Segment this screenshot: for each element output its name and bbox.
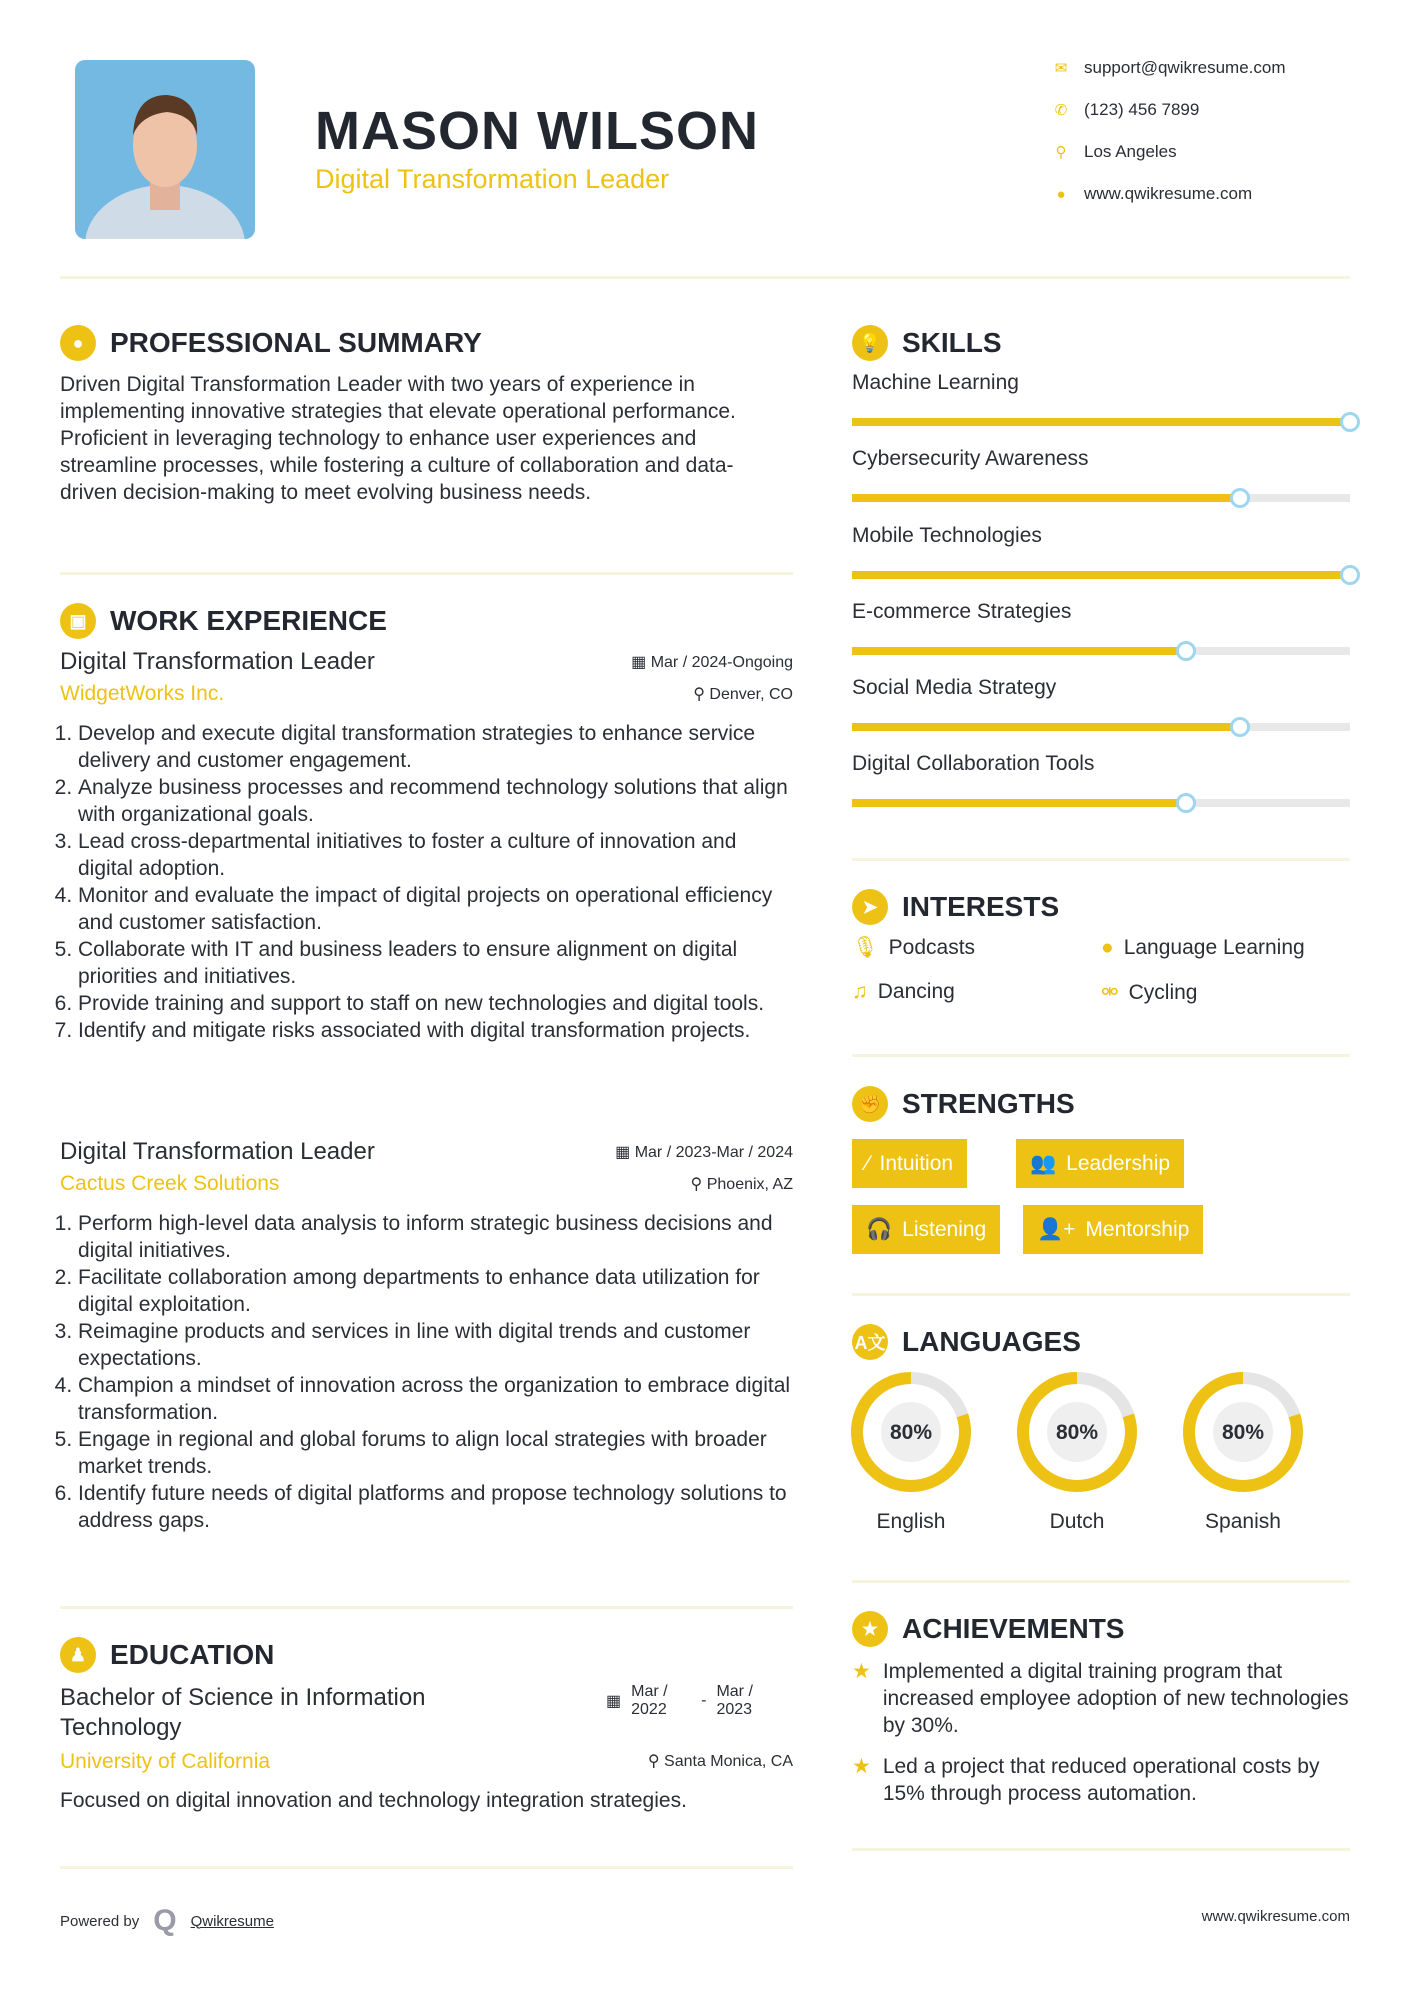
job-location [691, 1174, 793, 1194]
divider [852, 1054, 1350, 1057]
contact-text: (123) 456 7899 [1084, 100, 1200, 119]
interest-item [852, 980, 955, 1004]
contact-website[interactable] [1052, 184, 1252, 204]
end-date: Mar / 2023 [716, 1683, 753, 1718]
skill-item [852, 447, 1350, 523]
lightbulb-icon: 💡 [852, 325, 888, 361]
duty-item: 1. Develop and execute digital transformation strategies to enhance service delivery and customer engagement. [78, 720, 793, 774]
skills-list [852, 371, 1350, 829]
profile-photo [75, 60, 255, 239]
translate-icon: A文 [852, 1324, 888, 1360]
group-icon: 👥 [1030, 1151, 1057, 1175]
strength-tag [852, 1139, 967, 1188]
skill-bar-knob [1340, 565, 1360, 585]
degree-title: Bachelor of Science in Information Technology [60, 1684, 426, 1741]
paper-plane-icon: ➤ [852, 889, 888, 925]
tag-label: Listening [902, 1217, 987, 1241]
powered-by-text: Powered by [60, 1912, 140, 1930]
language-percent: 80% [1055, 1421, 1099, 1444]
pin-icon: ⚲ [647, 1753, 665, 1770]
briefcase-icon: ▣ [60, 603, 96, 639]
microphone-icon: 🎙 [852, 936, 879, 959]
strength-tag [852, 1205, 1000, 1254]
map-pin-icon: ⚲ [1055, 144, 1067, 161]
duty-item: 4. Champion a mindset of innovation across the organization to embrace digital transformation. [78, 1372, 793, 1426]
section-title: SKILLS [902, 327, 1002, 358]
language-ring [846, 1371, 976, 1493]
achievements-heading [852, 1611, 1124, 1647]
magic-wand-icon: ⁄ [866, 1151, 870, 1175]
job-title: Digital Transformation Leader [60, 1138, 375, 1165]
skill-bar-fill [852, 418, 1350, 426]
skill-bar [852, 647, 1350, 655]
skill-bar-fill [852, 647, 1186, 655]
skill-name: E-commerce Strategies [852, 599, 1072, 623]
duty-item: 4. Monitor and evaluate the impact of digital projects on operational efficiency and customer satisfaction. [78, 882, 793, 936]
skill-name: Digital Collaboration Tools [852, 752, 1095, 776]
duty-item: 6. Provide training and support to staff on new technologies and digital tools. [78, 990, 793, 1017]
section-title: STRENGTHS [902, 1088, 1075, 1119]
achievement-text: Implemented a digital training program that increased employee adoption of new technologies by 30%. [882, 1660, 1349, 1737]
interests-heading [852, 889, 1059, 925]
job-date [615, 1142, 793, 1162]
section-title: EDUCATION [110, 1639, 275, 1670]
language-name: Spanish [1205, 1510, 1281, 1533]
interest-label: Dancing [877, 980, 955, 1003]
contact-text: Los Angeles [1084, 142, 1177, 161]
divider [852, 1848, 1350, 1851]
work-heading [60, 603, 387, 639]
envelope-icon: ✉ [1054, 60, 1068, 77]
section-title: ACHIEVEMENTS [902, 1613, 1125, 1644]
job-date [631, 652, 793, 672]
job-duties [60, 1210, 793, 1534]
location-text: Denver, CO [709, 686, 793, 703]
divider [852, 858, 1350, 861]
skill-bar-fill [852, 494, 1240, 502]
headphones-icon: 🎧 [866, 1217, 893, 1241]
star-icon: ★ [852, 1755, 871, 1778]
duty-item: 2. Analyze business processes and recommend technology solutions that align with organizational goals. [78, 774, 793, 828]
contact-location [1052, 142, 1177, 162]
contact-text: support@qwikresume.com [1084, 58, 1286, 77]
duty-item: 6. Identify future needs of digital platforms and propose technology solutions to address gaps. [78, 1480, 793, 1534]
language-item [846, 1371, 976, 1534]
divider [60, 1606, 793, 1609]
education-dates: ▦ Mar / 2022 - Mar / 2023 [606, 1683, 776, 1719]
job-title: Digital Transformation Leader [60, 648, 375, 675]
interest-item [1101, 980, 1197, 1005]
skill-bar [852, 723, 1350, 731]
user-plus-icon: 👤+ [1037, 1217, 1076, 1241]
skill-item [852, 600, 1350, 676]
skill-bar-fill [852, 723, 1240, 731]
interest-label: Cycling [1128, 980, 1198, 1004]
brand-link[interactable]: Qwikresume [190, 1912, 274, 1930]
language-name: Dutch [1049, 1510, 1105, 1533]
candidate-title: Digital Transformation Leader [315, 164, 670, 194]
calendar-icon: ▦ [615, 1144, 635, 1161]
language-item [1012, 1371, 1142, 1534]
user-icon: ● [60, 325, 96, 361]
candidate-name: MASON WILSON [315, 101, 759, 161]
tag-label: Mentorship [1085, 1217, 1190, 1241]
star-badge-icon: ★ [852, 1611, 888, 1647]
skill-bar [852, 571, 1350, 579]
footer-url[interactable]: www.qwikresume.com [1201, 1908, 1350, 1925]
skill-name: Social Media Strategy [852, 676, 1057, 700]
achievement-text: Led a project that reduced operational costs by 15% through process automation. [882, 1755, 1320, 1805]
phone-icon: ✆ [1054, 102, 1068, 119]
skill-name: Mobile Technologies [852, 523, 1042, 547]
skill-bar-knob [1176, 793, 1196, 813]
duty-item: 2. Facilitate collaboration among departments to enhance data utilization for digital exploitation. [78, 1264, 793, 1318]
skill-name: Machine Learning [852, 371, 1019, 394]
skill-bar-knob [1230, 488, 1250, 508]
duty-item: 3. Lead cross-departmental initiatives to foster a culture of innovation and digital adoption. [78, 828, 793, 882]
languages-list [846, 1371, 1308, 1534]
qwikresume-logo-icon: Q [153, 1904, 177, 1937]
start-date: Mar / 2022 [631, 1683, 668, 1718]
achievement-item [852, 1753, 1350, 1807]
strength-tag [1023, 1205, 1203, 1254]
job-duties [60, 720, 793, 1044]
job-location [693, 684, 793, 704]
skill-name: Cybersecurity Awareness [852, 447, 1089, 471]
section-title: LANGUAGES [902, 1326, 1081, 1357]
skill-bar-fill [852, 799, 1186, 807]
skills-heading [852, 325, 1002, 361]
language-ring [1178, 1371, 1308, 1493]
language-percent: 80% [1221, 1421, 1265, 1444]
school-location [648, 1751, 793, 1771]
skill-bar-knob [1230, 717, 1250, 737]
interest-label: Language Learning [1123, 936, 1305, 959]
section-title: WORK EXPERIENCE [110, 605, 387, 636]
skill-item [852, 371, 1350, 447]
interest-item [852, 936, 975, 960]
contact-email[interactable] [1052, 58, 1286, 78]
company-name: Cactus Creek Solutions [60, 1172, 280, 1195]
languages-heading [852, 1324, 1081, 1360]
job-entry [60, 648, 793, 1044]
education-desc: Focused on digital innovation and technology integration strategies. [60, 1789, 687, 1812]
date-text: Mar / 2023-Mar / 2024 [634, 1144, 793, 1161]
graduate-icon: ♟ [60, 1637, 96, 1673]
divider [60, 572, 793, 575]
fist-icon: ✊ [852, 1086, 888, 1122]
language-ring [1012, 1371, 1142, 1493]
language-name: English [876, 1510, 946, 1533]
school-name: University of California [60, 1750, 271, 1773]
duty-item: 5. Collaborate with IT and business leaders to ensure alignment on digital priorities and initiatives. [78, 936, 793, 990]
pin-icon: ⚲ [690, 1176, 707, 1193]
contact-text: www.qwikresume.com [1084, 184, 1253, 203]
divider [60, 1866, 793, 1869]
interest-label: Podcasts [888, 936, 976, 959]
header-divider [60, 276, 1350, 279]
skill-bar [852, 799, 1350, 807]
language-item [1178, 1371, 1308, 1534]
strengths-heading [852, 1086, 1075, 1122]
skill-item [852, 676, 1350, 752]
skill-bar-knob [1340, 412, 1360, 432]
star-icon: ★ [852, 1660, 871, 1683]
company-name: WidgetWorks Inc. [60, 682, 225, 705]
duty-item: 3. Reimagine products and services in line with digital trends and customer expectations. [78, 1318, 793, 1372]
skill-bar [852, 494, 1350, 502]
calendar-icon: ▦ [631, 654, 651, 671]
duty-item: 1. Perform high-level data analysis to inform strategic business decisions and digital initiatives. [78, 1210, 793, 1264]
music-icon: ♫ [852, 980, 868, 1003]
duty-item: 7. Identify and mitigate risks associated with digital transformation projects. [78, 1017, 793, 1044]
calendar-icon: ▦ [606, 1693, 622, 1710]
contact-phone [1052, 100, 1199, 120]
bicycle-icon: ⚮ [1101, 981, 1119, 1004]
duty-item: 5. Engage in regional and global forums to align local strategies with broader market trends. [78, 1426, 793, 1480]
location-text: Phoenix, AZ [706, 1176, 793, 1193]
skill-item [852, 752, 1350, 828]
section-title: INTERESTS [902, 891, 1060, 922]
education-heading [60, 1637, 274, 1673]
date-text: Mar / 2024-Ongoing [650, 654, 793, 671]
divider [852, 1293, 1350, 1296]
skill-item [852, 524, 1350, 600]
summary-text: Driven Digital Transformation Leader with two years of experience in implementing innovative strategies that elevate operational performance. Proficient in leveraging technology to enhance user experiences and streamline processes, while fostering a culture of collaboration and data-driven decision-making to meet evolving business needs. [60, 373, 736, 504]
achievements-list [852, 1658, 1350, 1807]
globe-icon: ● [1056, 185, 1066, 203]
globe-icon: ● [1101, 936, 1114, 959]
skill-bar-knob [1176, 641, 1196, 661]
tag-label: Intuition [879, 1151, 954, 1175]
skill-bar [852, 418, 1350, 426]
tag-label: Leadership [1066, 1151, 1171, 1175]
strength-tag [1016, 1139, 1184, 1188]
section-title: PROFESSIONAL SUMMARY [110, 327, 482, 358]
achievement-item [852, 1658, 1350, 1739]
interest-item [1101, 936, 1305, 960]
skill-bar-fill [852, 571, 1350, 579]
pin-icon: ⚲ [693, 686, 710, 703]
language-percent: 80% [889, 1421, 933, 1444]
summary-heading [60, 325, 482, 361]
job-entry [60, 1138, 793, 1534]
location-text: Santa Monica, CA [664, 1753, 793, 1770]
footer-powered [60, 1904, 274, 1938]
divider [852, 1580, 1350, 1583]
